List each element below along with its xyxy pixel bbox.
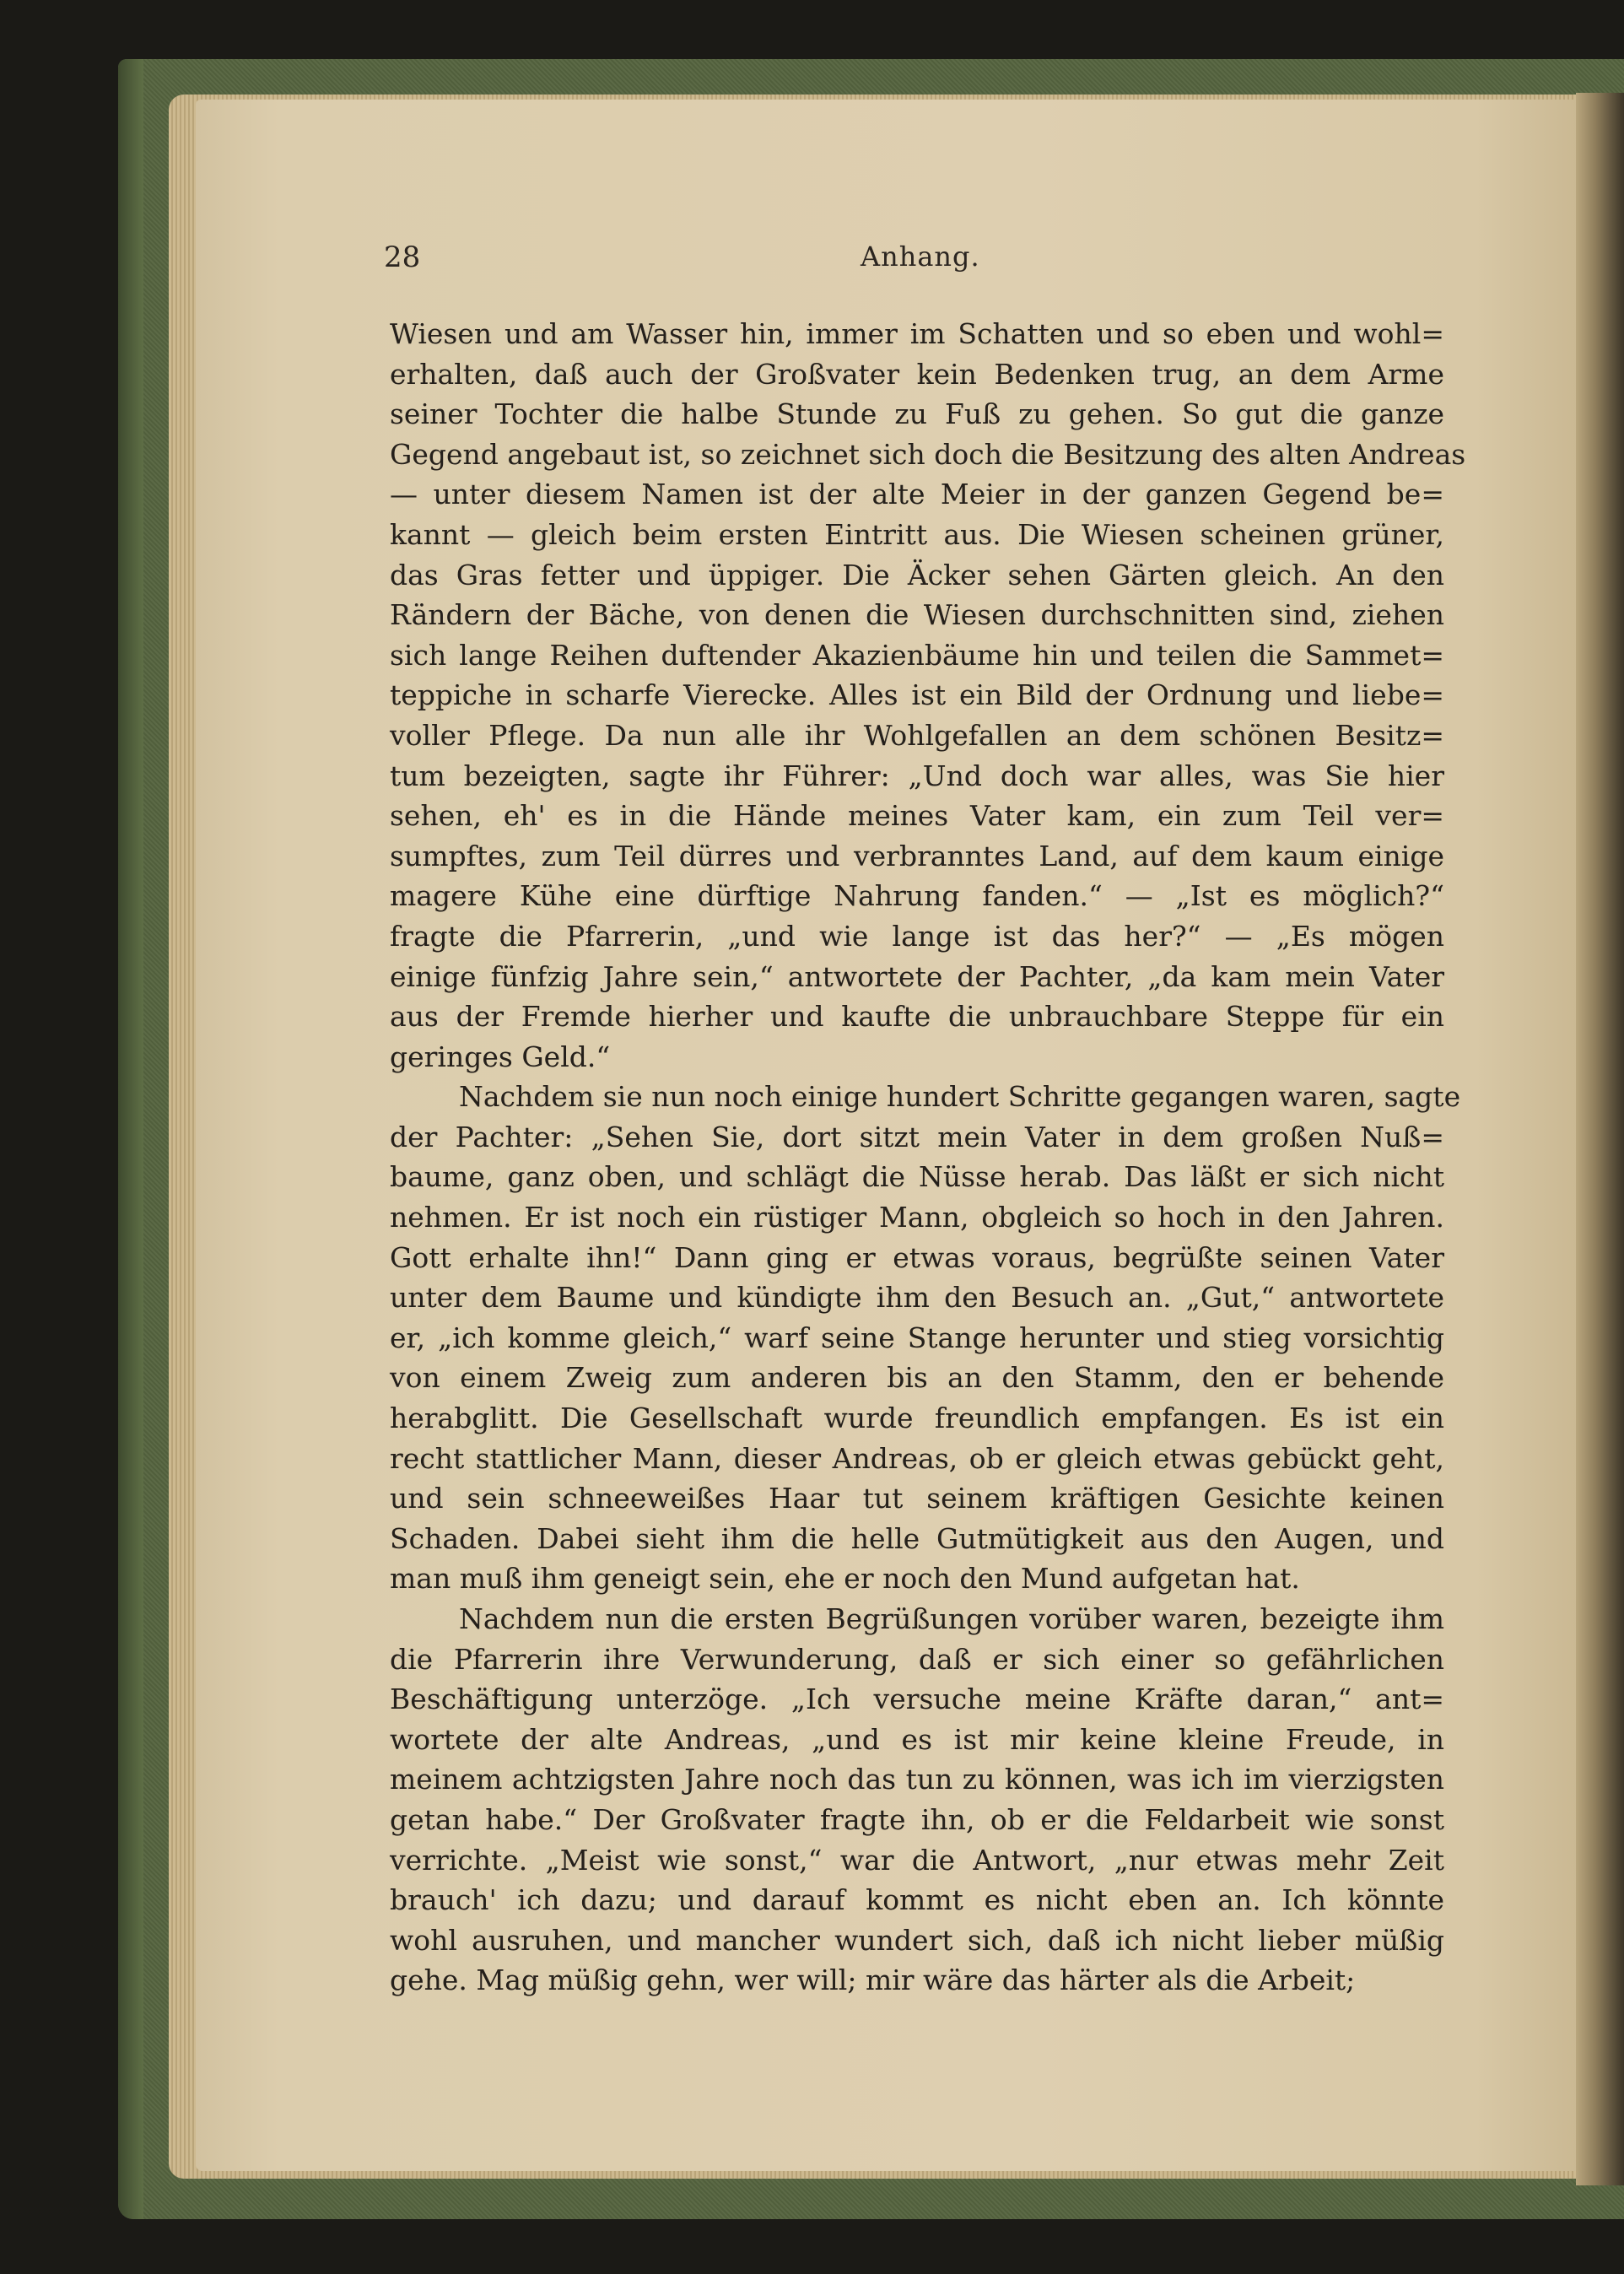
text-line: geringes Geld.“ (390, 1040, 611, 1073)
text-line: gehe. Mag müßig gehn, wer will; mir wäre das härter als die Arbeit; (390, 1963, 1356, 1997)
text-line: Gegend angebaut ist, so zeichnet sich doch die Besitzung des alten Andreas (390, 437, 1466, 471)
text-line: getan habe.“ Der Großvater fragte ihn, ob er die Feldarbeit wie sonst (390, 1802, 1444, 1836)
text-line: sich lange Reihen duftender Akazienbäume hin und teilen die Sammet= (390, 638, 1444, 672)
text-line: Beschäftigung unterzöge. „Ich versuche meine Kräfte daran,“ ant= (390, 1683, 1444, 1716)
text-line: einige fünfzig Jahre sein,“ antwortete der Pachter, „da kam mein Vater (390, 959, 1444, 993)
paragraph (390, 1077, 1461, 1599)
running-head: Anhang. (861, 240, 980, 273)
text-line: nehmen. Er ist noch ein rüstiger Mann, obgleich so hoch in den Jahren. (390, 1201, 1444, 1234)
text-line: erhalten, daß auch der Großvater kein Bedenken trug, an dem Arme (390, 357, 1444, 391)
text-line: man muß ihm geneigt sein, ehe er noch den Mund aufgetan hat. (390, 1562, 1300, 1596)
text-line: sehen, eh' es in die Hände meines Vater kam, ein zum Teil ver= (390, 799, 1444, 833)
text-line: teppiche in scharfe Vierecke. Alles ist ein Bild der Ordnung und liebe= (390, 678, 1444, 712)
text-line: sumpftes, zum Teil dürres und verbranntes Land, auf dem kaum einige (390, 839, 1444, 872)
text-line: Gott erhalte ihn!“ Dann ging er etwas voraus, begrüßte seinen Vater (390, 1240, 1444, 1274)
text-line: recht stattlicher Mann, dieser Andreas, ob er gleich etwas gebückt geht, (390, 1441, 1444, 1475)
text-line: wortete der alte Andreas, „und es ist mir keine kleine Freude, in (390, 1722, 1444, 1756)
text-line: magere Kühe eine dürftige Nahrung fanden.“ — „Ist es möglich?“ (390, 879, 1444, 913)
text-line: das Gras fetter und üppiger. Die Äcker sehen Gärten gleich. An den (390, 558, 1444, 591)
text-line: die Pfarrerin ihre Verwunderung, daß er sich einer so gefährlichen (390, 1642, 1444, 1676)
text-line: Wiesen und am Wasser hin, immer im Schatten und so eben und wohl= (390, 317, 1444, 350)
page-number: 28 (384, 240, 421, 274)
text-line: aus der Fremde hierher und kaufte die unbrauchbare Steppe für ein (390, 1000, 1444, 1034)
text-line: meinem achtzigsten Jahre noch das tun zu können, was ich im vierzigsten (390, 1763, 1444, 1796)
text-line: er, „ich komme gleich,“ warf seine Stange herunter und stieg vorsichtig (390, 1321, 1444, 1354)
text-line: unter dem Baume und kündigte ihm den Besuch an. „Gut,“ antwortete (390, 1281, 1444, 1315)
text-line: fragte die Pfarrerin, „und wie lange ist das her?“ — „Es mögen (390, 919, 1444, 953)
text-line: herabglitt. Die Gesellschaft wurde freundlich empfangen. Es ist ein (390, 1402, 1444, 1435)
text-line: baume, ganz oben, und schlägt die Nüsse herab. Das läßt er sich nicht (390, 1160, 1444, 1194)
text-line: seiner Tochter die halbe Stunde zu Fuß zu gehen. So gut die ganze (390, 397, 1444, 431)
body-text (390, 314, 1466, 2001)
text-line: verrichte. „Meist wie sonst,“ war die Antwort, „nur etwas mehr Zeit (390, 1843, 1444, 1877)
text-line: Nachdem nun die ersten Begrüßungen vorüber waren, bezeigte ihm (459, 1602, 1444, 1635)
text-line: — unter diesem Namen ist der alte Meier in der ganzen Gegend be= (390, 478, 1444, 511)
paragraph (390, 1599, 1444, 2001)
text-line: Schaden. Dabei sieht ihm die helle Gutmütigkeit aus den Augen, und (390, 1521, 1444, 1555)
text-line: voller Pflege. Da nun alle ihr Wohlgefallen an dem schönen Besitz= (390, 718, 1444, 752)
text-line: tum bezeigten, sagte ihr Führer: „Und doch war alles, was Sie hier (390, 759, 1444, 792)
text-line: der Pachter: „Sehen Sie, dort sitzt mein Vater in dem großen Nuß= (390, 1120, 1444, 1153)
paragraph (390, 314, 1466, 1077)
text-line: Nachdem sie nun noch einige hundert Schritte gegangen waren, sagte (459, 1080, 1461, 1114)
text-line: Rändern der Bäche, von denen die Wiesen durchschnitten sind, ziehen (390, 598, 1444, 632)
text-line: und sein schneeweißes Haar tut seinem kräftigen Gesichte keinen (390, 1482, 1444, 1515)
page-gutter (1576, 93, 1624, 2185)
text-line: wohl ausruhen, und mancher wundert sich, daß ich nicht lieber müßig (390, 1923, 1444, 1957)
text-line: kannt — gleich beim ersten Eintritt aus. Die Wiesen scheinen grüner, (390, 517, 1444, 551)
cover-spine-edge (118, 59, 143, 2219)
text-line: brauch' ich dazu; und darauf kommt es nicht eben an. Ich könnte (390, 1883, 1444, 1917)
text-line: von einem Zweig zum anderen bis an den Stamm, den er behende (390, 1361, 1444, 1395)
